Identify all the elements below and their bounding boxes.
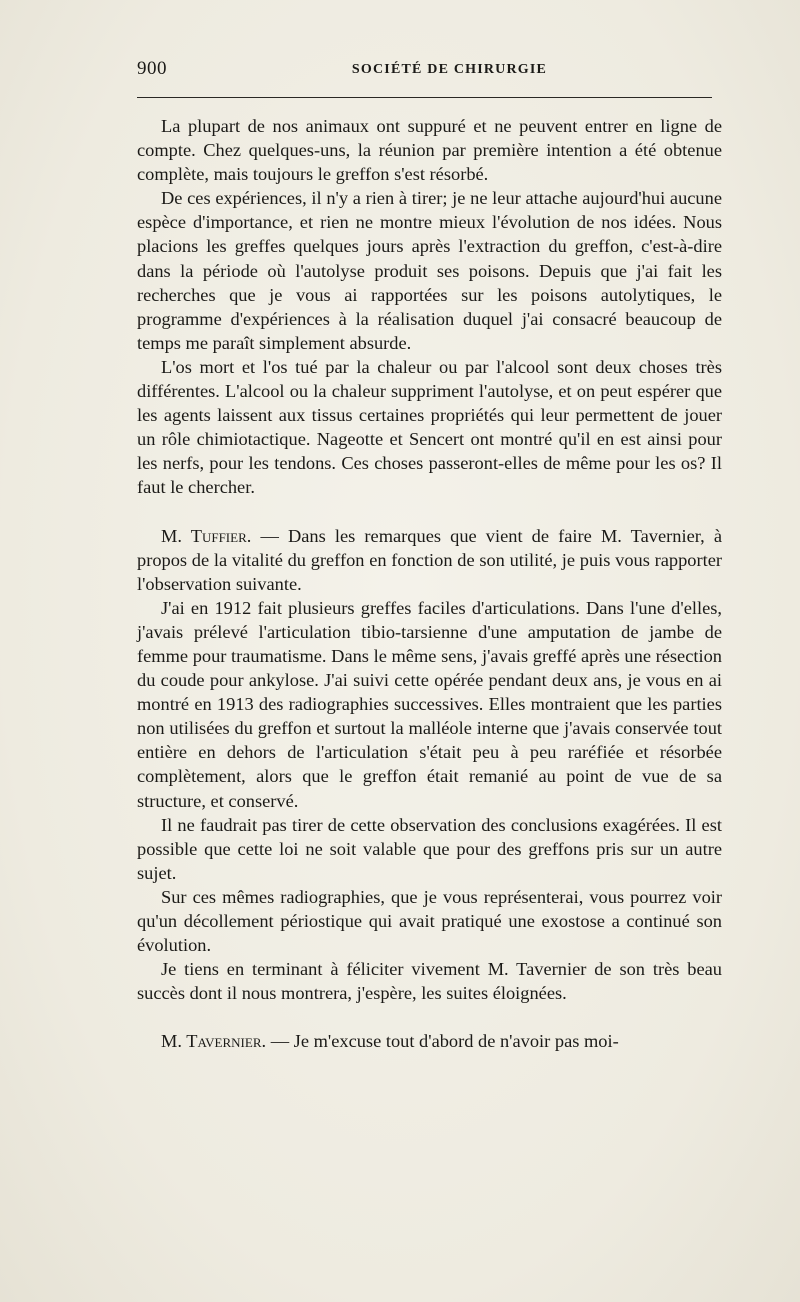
- paragraph: Il ne faudrait pas tirer de cette observation des conclusions exagérées. Il est possible que cette loi ne soit valable que pour des greffons pris sur un autre sujet.: [137, 814, 722, 883]
- paragraph-gap: [137, 1005, 722, 1029]
- speaker-text: — Je m'excuse tout d'abord de n'avoir pas moi-: [266, 1031, 619, 1052]
- paragraph: L'os mort et l'os tué par la chaleur ou par l'alcool sont deux choses très différentes. L'alcool ou la chaleur suppriment l'autolyse, et on peut espérer que les agents laissent aux tissus certaines propriétés qui leur permettent de jouer un rôle chimiotactique. Nageotte et Sencert ont montré qu'il en est ainsi pour les nerfs, pour les tendons. Ces choses passeront-elles de même pour les os? Il faut le chercher.: [137, 356, 722, 498]
- paragraph: La plupart de nos animaux ont suppuré et ne peuvent entrer en ligne de compte. Chez quelques-uns, la réunion par première intention a été obtenue complète, mais toujours le greffon s'est résorbé.: [137, 116, 722, 185]
- paragraph: J'ai en 1912 fait plusieurs greffes faciles d'articulations. Dans l'une d'elles, j'avais prélevé l'articulation tibio-tarsienne d'une amputation de jambe de femme pour traumatisme. Dans le même sens, j'avais greffé après une résection du coude pour ankylose. J'ai suivi cette opérée pendant deux ans, je vous en ai montré en 1913 des radiographies successives. Elles montraient que les parties non utilisées du greffon et surtout la malléole interne que j'avais conservée tout entière en dehors de l'articulation s'était peu à peu raréfiée et résorbée complètement, alors que le greffon était remanié au point de vue de sa structure, et conservé.: [137, 597, 722, 811]
- speaker-name: M. Tuffier.: [161, 525, 252, 546]
- paragraph-gap: [137, 500, 722, 524]
- page-header: [137, 58, 710, 84]
- speaker-text: — Dans les remarques que vient de faire M. Tavernier, à propos de la vitalité du greffon en fonction de son utilité, je puis vous rapporter l'observation suivante.: [137, 525, 722, 594]
- paragraph: De ces expériences, il n'y a rien à tirer; je ne leur attache aujourd'hui aucune espèce d'importance, et rien ne montre mieux l'évolution de nos idées. Nous placions les greffes quelques jours après l'extraction du greffon, c'est-à-dire dans la période où l'autolyse produit ses poisons. Depuis que j'ai fait les recherches que je vous ai rapportées sur les poisons autolytiques, le programme d'expériences à la réalisation duquel j'ai consacré beaucoup de temps me paraît simplement absurde.: [137, 188, 722, 353]
- paragraph: Sur ces mêmes radiographies, que je vous représenterai, vous pourrez voir qu'un décollement périostique qui avait pratiqué une exostose a continué son évolution.: [137, 886, 722, 956]
- speaker-name: M. Tavernier.: [161, 1031, 267, 1052]
- paragraph: Je tiens en terminant à féliciter vivement M. Tavernier de son très beau succès dont il nous montrera, j'espère, les suites éloignées.: [137, 959, 722, 1004]
- body-text: [137, 114, 722, 1053]
- running-title: SOCIÉTÉ DE CHIRURGIE: [351, 62, 548, 77]
- speaker-paragraph: [137, 524, 722, 596]
- header-rule: [137, 97, 712, 98]
- page-number: 900: [137, 58, 167, 79]
- speaker-paragraph: [137, 1029, 722, 1053]
